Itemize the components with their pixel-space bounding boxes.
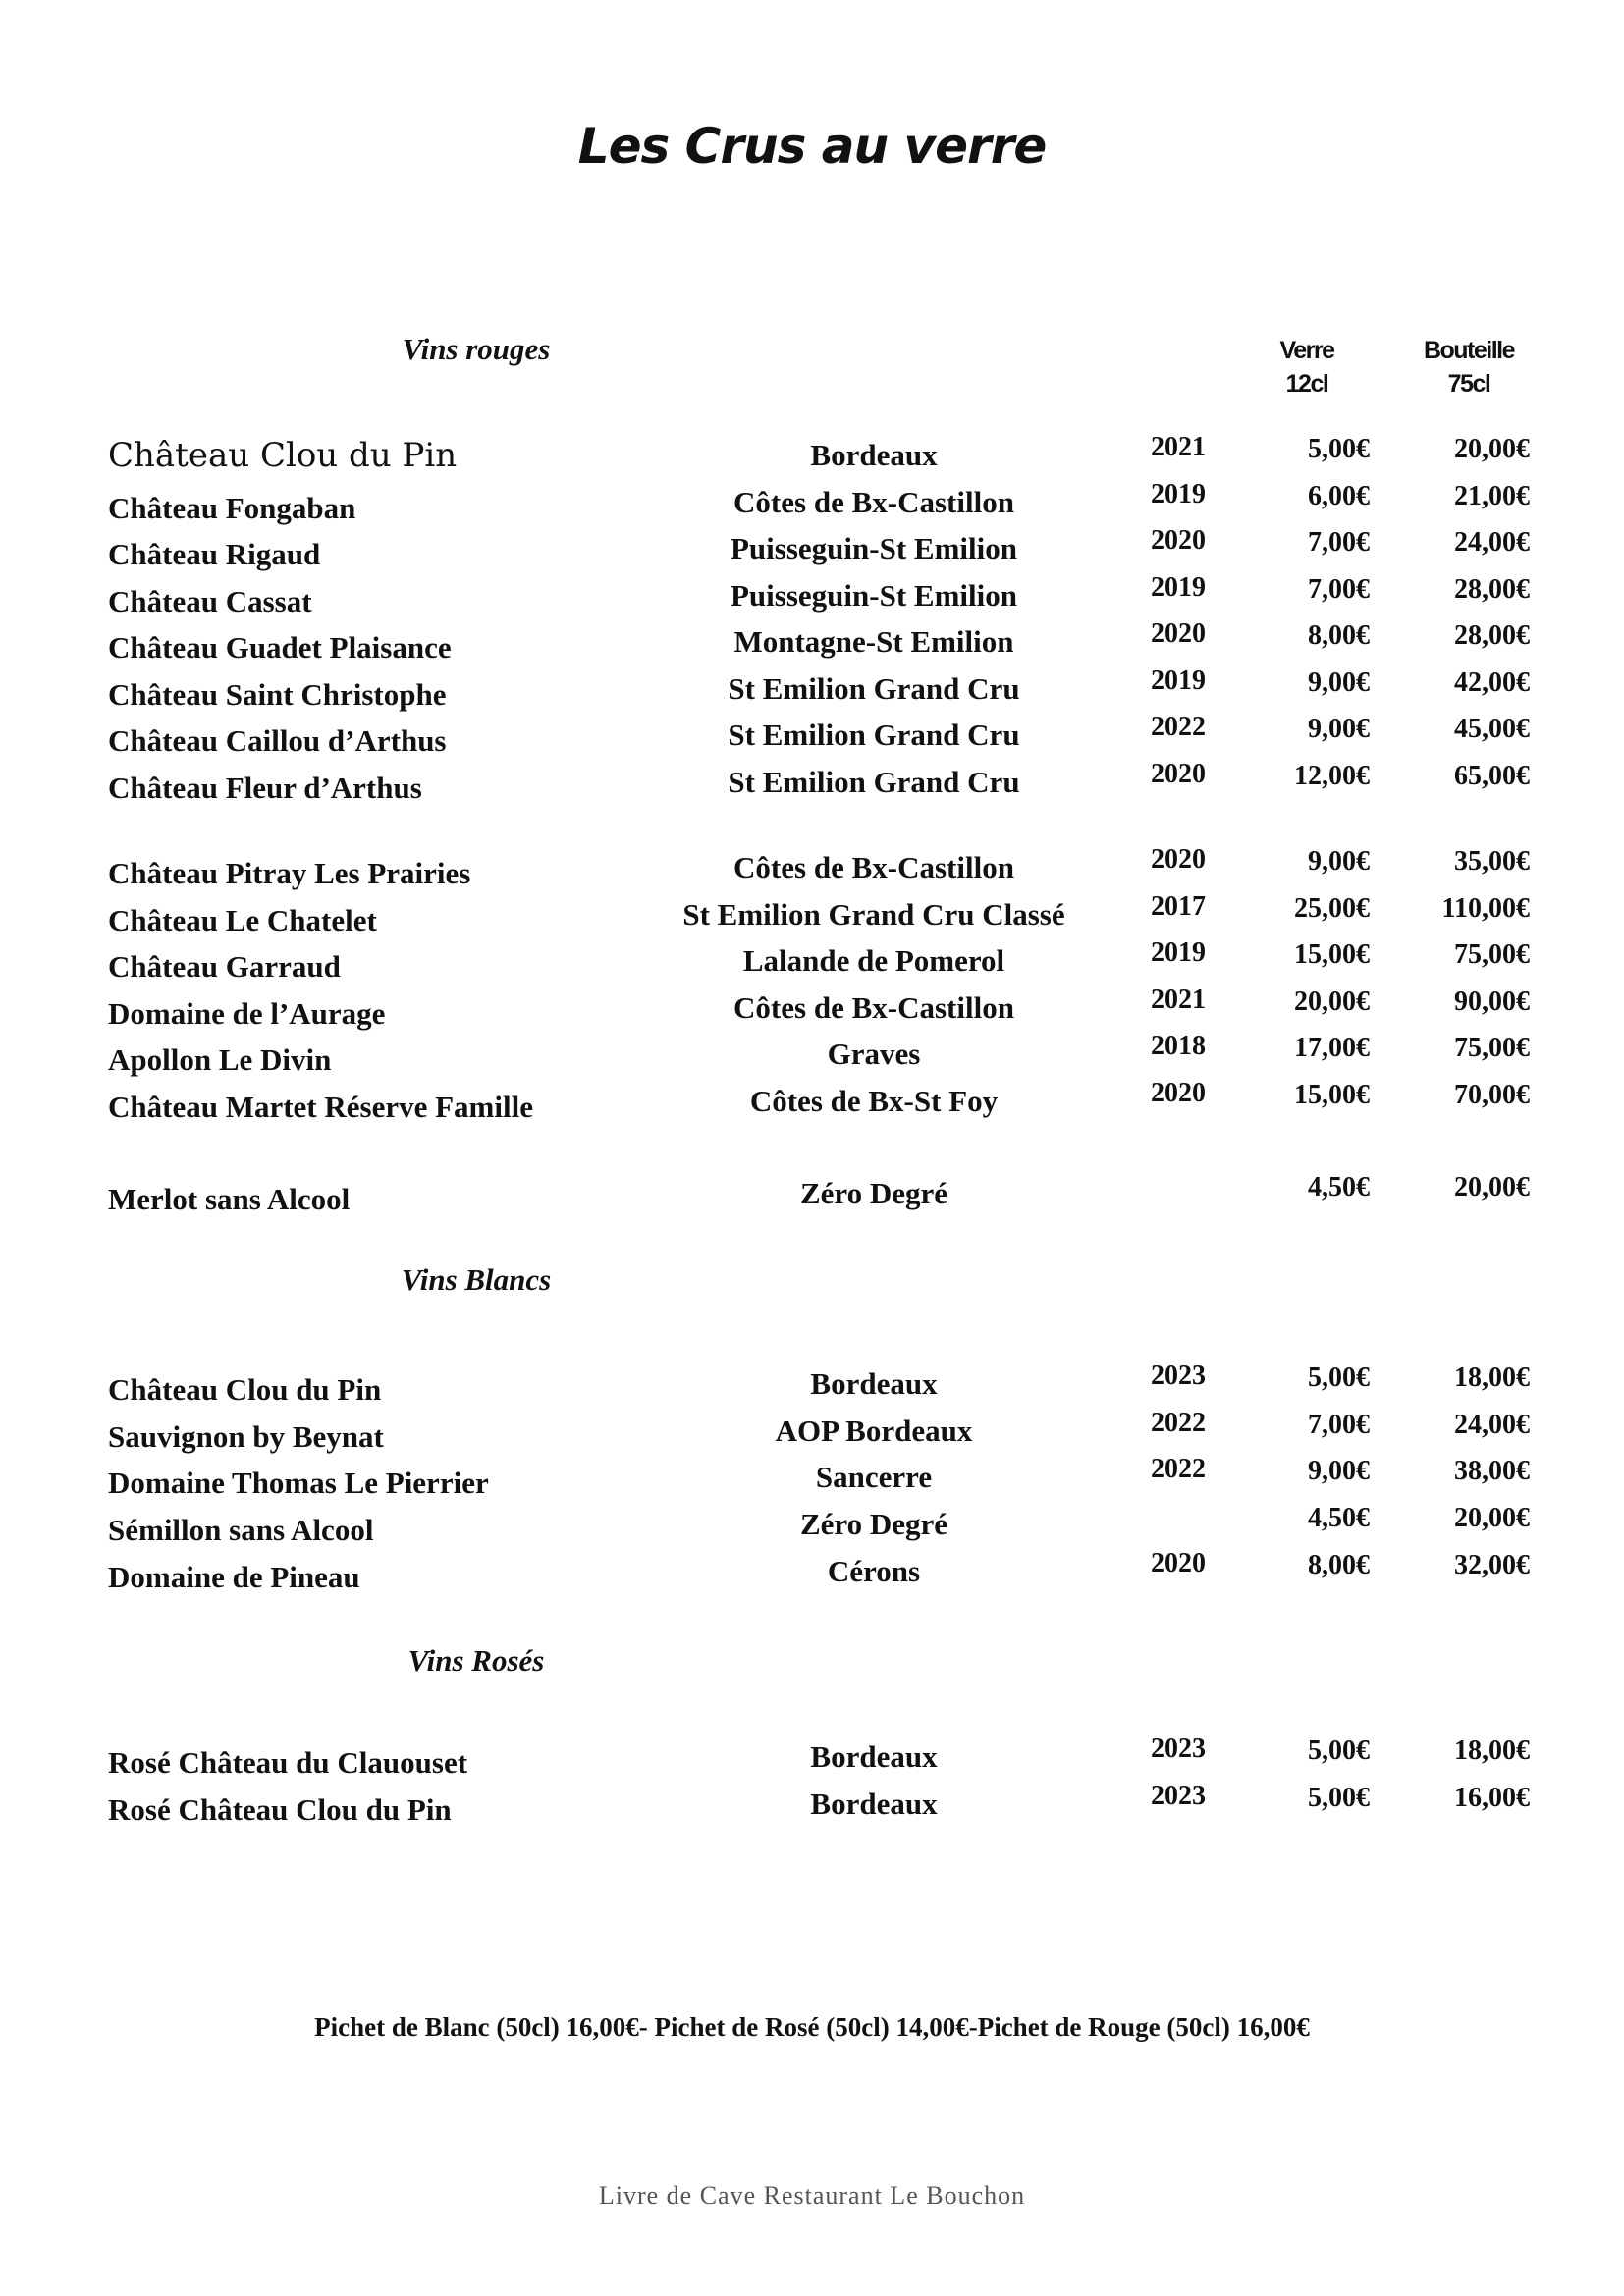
- wine-name: Domaine de l’Aurage: [108, 996, 386, 1031]
- bottle-header-label: Bouteille: [1423, 337, 1515, 364]
- wine-vintage: 2023: [1151, 1781, 1206, 1811]
- wine-bottle-price: 65,00€: [1454, 761, 1530, 791]
- wine-vintage: 2019: [1151, 572, 1206, 603]
- wine-glass-price: 20,00€: [1294, 987, 1370, 1017]
- wine-row: [0, 616, 1624, 664]
- wine-name: Château Rigaud: [108, 537, 321, 571]
- wine-name: Sauvignon by Beynat: [108, 1419, 384, 1454]
- wine-appellation: AOP Bordeaux: [775, 1414, 973, 1448]
- wine-glass-price: 15,00€: [1294, 939, 1370, 970]
- wine-appellation: Côtes de Bx-St Foy: [749, 1084, 999, 1118]
- wine-bottle-price: 110,00€: [1441, 893, 1530, 924]
- wine-name: Château Caillou d’Arthus: [108, 723, 447, 758]
- section-title-vins-rouges: Vins rouges: [402, 332, 551, 366]
- wine-vintage: 2020: [1151, 759, 1206, 789]
- wine-glass-price: 9,00€: [1308, 1456, 1370, 1486]
- wine-name: Domaine de Pineau: [108, 1560, 360, 1594]
- wine-row: [0, 1406, 1624, 1453]
- wine-vintage: 2020: [1151, 618, 1206, 649]
- wine-bottle-price: 28,00€: [1454, 620, 1530, 651]
- wine-appellation: Zéro Degré: [799, 1176, 948, 1210]
- wine-glass-price: 8,00€: [1308, 620, 1370, 651]
- wine-appellation: Zéro Degré: [799, 1507, 948, 1541]
- wine-vintage: 2020: [1151, 525, 1206, 556]
- wine-vintage: 2021: [1151, 432, 1206, 462]
- wine-vintage: 2022: [1151, 1408, 1206, 1438]
- wine-appellation: Côtes de Bx-Castillon: [733, 990, 1014, 1025]
- wine-bottle-price: 20,00€: [1454, 1172, 1530, 1202]
- wine-name: Château Fongaban: [108, 491, 356, 525]
- wine-vintage: 2020: [1151, 1548, 1206, 1578]
- wine-appellation: Côtes de Bx-Castillon: [733, 485, 1014, 519]
- wine-name: Château Guadet Plaisance: [108, 630, 452, 665]
- wine-vintage: 2019: [1151, 937, 1206, 968]
- wine-row: [0, 430, 1624, 477]
- wine-bottle-price: 18,00€: [1454, 1362, 1530, 1393]
- wine-name: Merlot sans Alcool: [108, 1182, 351, 1216]
- wine-bottle-price: 38,00€: [1454, 1456, 1530, 1486]
- wine-vintage: 2020: [1151, 1078, 1206, 1108]
- wine-bottle-price: 24,00€: [1454, 1410, 1530, 1440]
- wine-glass-price: 17,00€: [1294, 1033, 1370, 1063]
- wine-glass-price: 9,00€: [1308, 667, 1370, 698]
- wine-glass-price: 7,00€: [1308, 527, 1370, 558]
- wine-name: Rosé Château Clou du Pin: [108, 1792, 452, 1827]
- wine-glass-price: 7,00€: [1308, 1410, 1370, 1440]
- wine-bottle-price: 90,00€: [1454, 987, 1530, 1017]
- wine-name: Sémillon sans Alcool: [108, 1513, 374, 1547]
- wine-row: [0, 1779, 1624, 1826]
- wine-row: [0, 570, 1624, 617]
- wine-row: [0, 935, 1624, 983]
- glass-header-label: Verre: [1279, 337, 1334, 364]
- wine-row: [0, 1452, 1624, 1499]
- wine-name: Château Pitray Les Prairies: [108, 856, 471, 890]
- column-header-bottle: [1390, 334, 1547, 400]
- wine-appellation: Puisseguin-St Emilion: [731, 578, 1017, 613]
- wine-glass-price: 6,00€: [1308, 481, 1370, 511]
- wine-row: [0, 1546, 1624, 1593]
- wine-appellation: Bordeaux: [810, 1787, 938, 1821]
- glass-header-volume: 12cl: [1285, 370, 1328, 398]
- wine-appellation: Bordeaux: [810, 1366, 938, 1401]
- wine-row: [0, 1029, 1624, 1076]
- wine-bottle-price: 45,00€: [1454, 714, 1530, 744]
- wine-glass-price: 4,50€: [1308, 1503, 1370, 1533]
- wine-row: [0, 1732, 1624, 1779]
- pichet-prices: Pichet de Blanc (50cl) 16,00€- Pichet de Rosé (50cl) 14,00€-Pichet de Rouge (50cl) 16,00€: [314, 2012, 1310, 2042]
- wine-row: [0, 664, 1624, 711]
- wine-bottle-price: 35,00€: [1454, 846, 1530, 877]
- bottle-header-volume: 75cl: [1447, 370, 1490, 398]
- wine-bottle-price: 42,00€: [1454, 667, 1530, 698]
- wine-bottle-price: 20,00€: [1454, 1503, 1530, 1533]
- wine-appellation: Graves: [827, 1037, 921, 1071]
- wine-name: Château Martet Réserve Famille: [108, 1090, 533, 1124]
- wine-vintage: 2020: [1151, 844, 1206, 875]
- wine-appellation: Côtes de Bx-Castillon: [733, 850, 1014, 884]
- wine-vintage: 2019: [1151, 479, 1206, 509]
- wine-row: [0, 983, 1624, 1030]
- wine-row: [0, 889, 1624, 936]
- wine-row: [0, 710, 1624, 757]
- page-title: Les Crus au verre: [577, 118, 1047, 175]
- footer-label: Livre de Cave Restaurant Le Bouchon: [598, 2181, 1026, 2210]
- wine-row: [0, 1359, 1624, 1406]
- wine-row: [0, 523, 1624, 570]
- wine-bottle-price: 75,00€: [1454, 939, 1530, 970]
- wine-bottle-price: 24,00€: [1454, 527, 1530, 558]
- wine-name: Domaine Thomas Le Pierrier: [108, 1466, 489, 1500]
- wine-name: Château Garraud: [108, 949, 341, 984]
- wine-name: Château Fleur d’Arthus: [108, 771, 422, 805]
- wine-appellation: Bordeaux: [810, 1739, 938, 1774]
- wine-appellation: Lalande de Pomerol: [742, 943, 1005, 978]
- wine-glass-price: 8,00€: [1308, 1550, 1370, 1580]
- wine-vintage: 2023: [1151, 1361, 1206, 1391]
- wine-glass-price: 15,00€: [1294, 1080, 1370, 1110]
- wine-name: Apollon Le Divin: [108, 1042, 332, 1077]
- wine-appellation: Sancerre: [815, 1460, 933, 1494]
- wine-row: [0, 1076, 1624, 1123]
- wine-bottle-price: 21,00€: [1454, 481, 1530, 511]
- wine-vintage: 2022: [1151, 1454, 1206, 1484]
- wine-name: Château Clou du Pin: [108, 436, 458, 475]
- section-title-vins-roses: Vins Rosés: [407, 1643, 545, 1678]
- wine-row: [0, 477, 1624, 524]
- wine-glass-price: 4,50€: [1308, 1172, 1370, 1202]
- wine-vintage: 2022: [1151, 712, 1206, 742]
- wine-appellation: St Emilion Grand Cru: [728, 671, 1020, 706]
- wine-appellation: St Emilion Grand Cru Classé: [682, 897, 1065, 932]
- wine-appellation: Montagne-St Emilion: [733, 624, 1014, 659]
- wine-bottle-price: 16,00€: [1454, 1783, 1530, 1813]
- wine-vintage: 2021: [1151, 985, 1206, 1015]
- wine-appellation: Bordeaux: [810, 438, 938, 472]
- wine-vintage: 2019: [1151, 666, 1206, 696]
- wine-bottle-price: 20,00€: [1454, 434, 1530, 464]
- wine-appellation: Puisseguin-St Emilion: [731, 531, 1017, 565]
- wine-glass-price: 5,00€: [1308, 1783, 1370, 1813]
- wine-glass-price: 9,00€: [1308, 846, 1370, 877]
- wine-glass-price: 9,00€: [1308, 714, 1370, 744]
- wine-glass-price: 5,00€: [1308, 1735, 1370, 1766]
- wine-name: Château Saint Christophe: [108, 677, 447, 712]
- wine-vintage: 2023: [1151, 1734, 1206, 1764]
- wine-name: Rosé Château du Clauouset: [108, 1745, 468, 1780]
- wine-bottle-price: 75,00€: [1454, 1033, 1530, 1063]
- wine-name: Château Clou du Pin: [108, 1372, 382, 1407]
- wine-glass-price: 7,00€: [1308, 574, 1370, 605]
- wine-row: [0, 1499, 1624, 1546]
- wine-vintage: 2017: [1151, 891, 1206, 922]
- wine-glass-price: 5,00€: [1308, 434, 1370, 464]
- wine-vintage: 2018: [1151, 1031, 1206, 1061]
- wine-bottle-price: 70,00€: [1454, 1080, 1530, 1110]
- wine-bottle-price: 18,00€: [1454, 1735, 1530, 1766]
- wine-bottle-price: 28,00€: [1454, 574, 1530, 605]
- wine-appellation: St Emilion Grand Cru: [728, 765, 1020, 799]
- column-header-glass: [1228, 334, 1385, 400]
- wine-name: Château Le Chatelet: [108, 903, 377, 937]
- wine-appellation: St Emilion Grand Cru: [728, 718, 1020, 752]
- wine-row: [0, 842, 1624, 889]
- wine-appellation: Cérons: [827, 1554, 921, 1588]
- wine-row: [0, 1168, 1624, 1215]
- wine-glass-price: 12,00€: [1294, 761, 1370, 791]
- wine-glass-price: 5,00€: [1308, 1362, 1370, 1393]
- wine-name: Château Cassat: [108, 584, 312, 618]
- wine-bottle-price: 32,00€: [1454, 1550, 1530, 1580]
- wine-row: [0, 757, 1624, 804]
- section-title-vins-blancs: Vins Blancs: [401, 1262, 552, 1297]
- wine-glass-price: 25,00€: [1294, 893, 1370, 924]
